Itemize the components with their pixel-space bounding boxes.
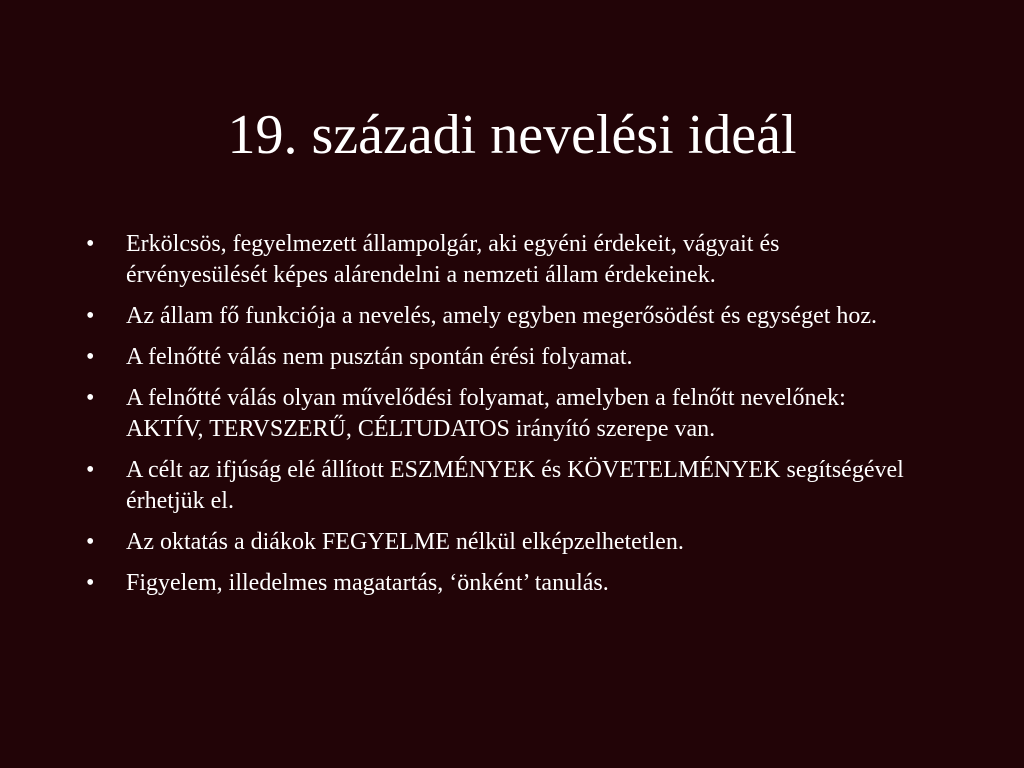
bullet-text: A felnőtté válás nem pusztán spontán érési folyamat. (126, 344, 633, 370)
list-item (86, 229, 926, 291)
slide-title: 19. századi nevelési ideál (227, 104, 797, 166)
list-item (86, 383, 926, 445)
bullet-text: Figyelem, illedelmes magatartás, ‘önként’ tanulás. (126, 570, 609, 596)
list-item (86, 455, 926, 517)
bullet-text: Az állam fő funkciója a nevelés, amely egyben megerősödést és egységet hoz. (126, 303, 878, 329)
bullet-icon: • (86, 529, 95, 555)
bullet-icon: • (86, 303, 95, 329)
list-item (86, 527, 926, 558)
bullet-text: A célt az ifjúság elé állított ESZMÉNYEK és KÖVETELMÉNYEK segítségével érhetjük el. (126, 457, 904, 514)
bullet-list (86, 229, 926, 609)
bullet-icon: • (86, 457, 95, 483)
bullet-text: Az oktatás a diákok FEGYELME nélkül elképzelhetetlen. (126, 529, 684, 555)
bullet-icon: • (86, 570, 95, 596)
bullet-icon: • (86, 385, 95, 411)
bullet-icon: • (86, 344, 95, 370)
list-item (86, 342, 926, 373)
list-item (86, 568, 926, 599)
bullet-text: Erkölcsös, fegyelmezett állampolgár, aki egyéni érdekeit, vágyait és érvényesülését képes alárendelni a nemzeti állam érdekeinek. (126, 231, 780, 288)
list-item (86, 301, 926, 332)
bullet-icon: • (86, 231, 95, 257)
bullet-text: A felnőtté válás olyan művelődési folyamat, amelyben a felnőtt nevelőnek: AKTÍV, TERVSZERŰ, CÉLTUDATOS irányító szerepe van. (126, 385, 846, 442)
